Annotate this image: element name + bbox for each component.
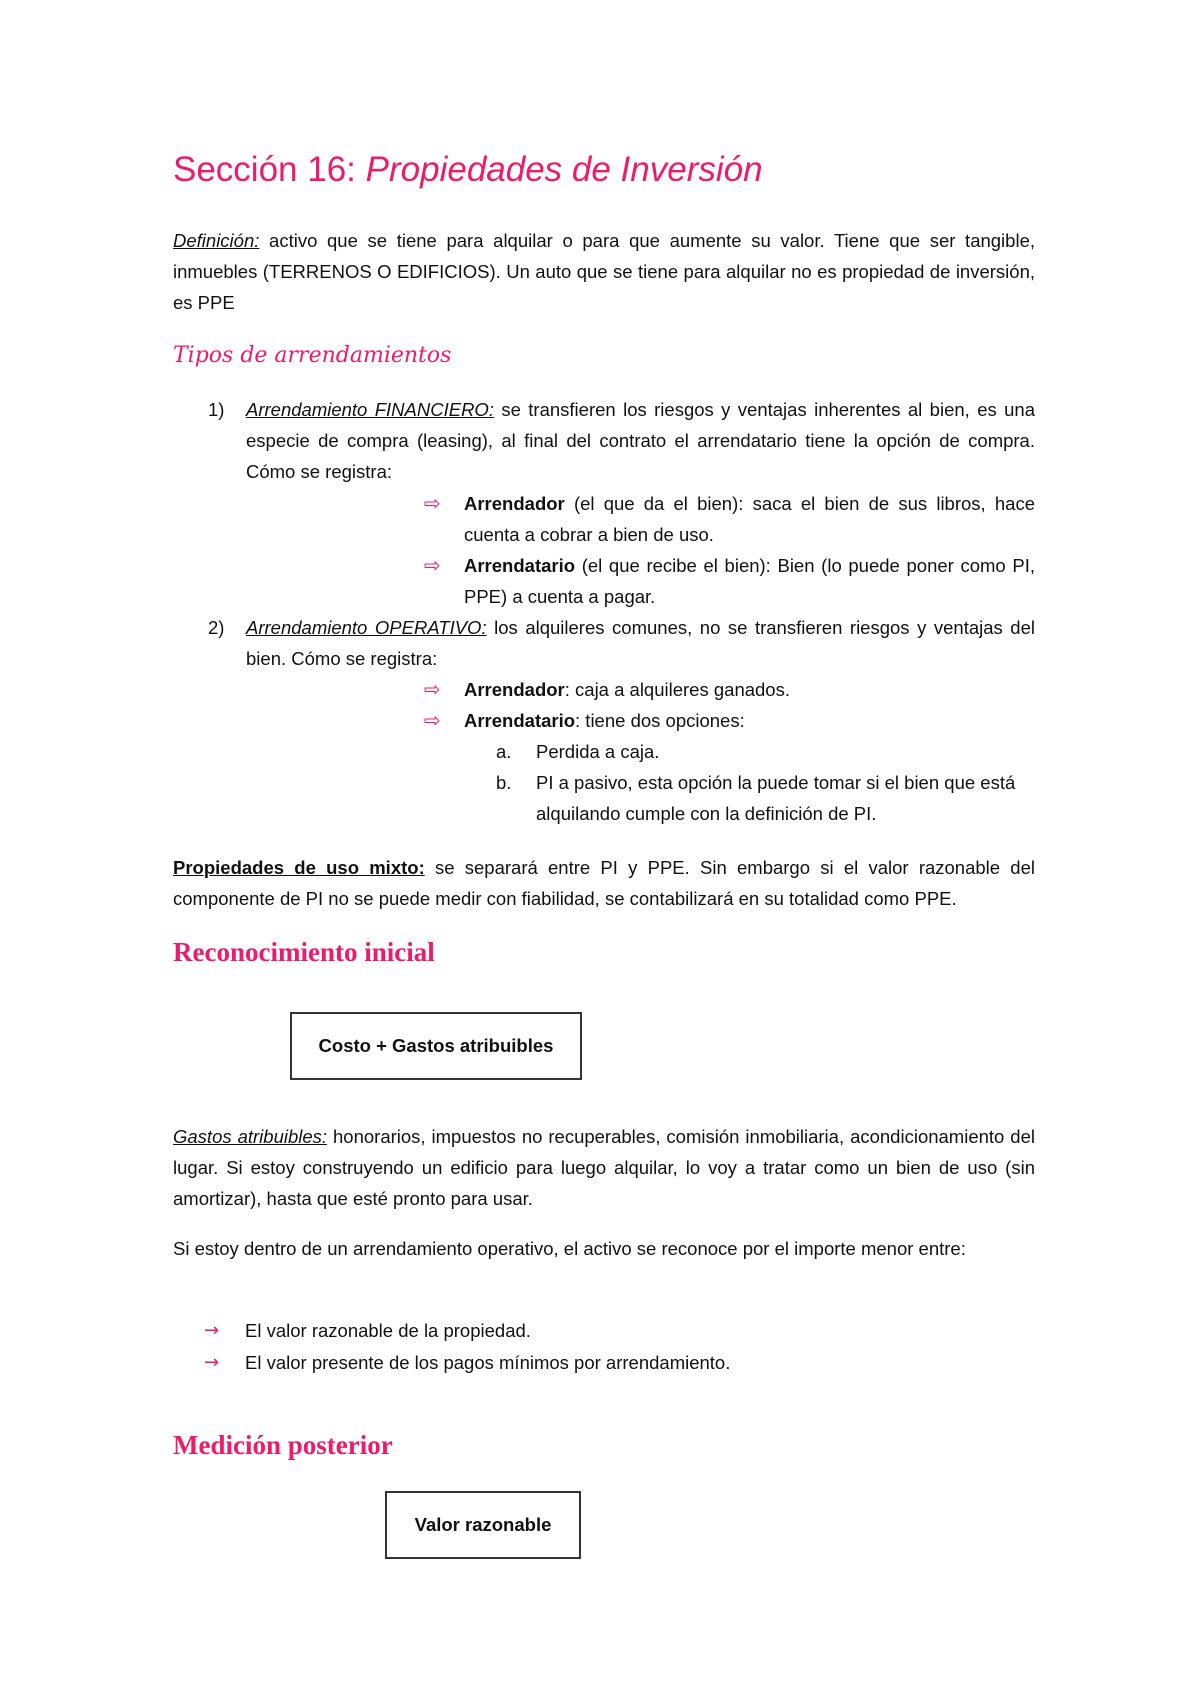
sub-item-text: (el que da el bien): saca el bien de sus libros, hace cuenta a cobrar a bien de uso. <box>464 493 1035 545</box>
list-item <box>246 394 1035 487</box>
definition-label: Definición: <box>173 230 260 251</box>
option-text: Perdida a caja. <box>536 741 660 762</box>
sub-item-text: : caja a alquileres ganados. <box>564 679 790 700</box>
sub-item <box>424 705 1035 736</box>
thin-arrow-icon: → <box>204 1352 220 1373</box>
bullet-text: El valor razonable de la propiedad. <box>245 1320 531 1341</box>
sub-item-text: (el que recibe el bien): Bien (lo puede poner como PI, PPE) a cuenta a pagar. <box>464 555 1035 607</box>
sub-item-label: Arrendador <box>464 679 565 700</box>
sub-item <box>424 674 1035 705</box>
hollow-arrow-icon: ⇨ <box>424 677 441 701</box>
sub-item-label: Arrendatario <box>464 710 576 731</box>
operative-paragraph: Si estoy dentro de un arrendamiento operativo, el activo se reconoce por el importe menor entre: <box>173 1238 966 1259</box>
list-item-text: los alquileres comunes, no se transfieren riesgos y ventajas del bien. Cómo se registra: <box>246 617 1035 669</box>
leases-heading: Tipos de arrendamientos <box>173 343 452 368</box>
option-label: a. <box>496 741 512 762</box>
hollow-arrow-icon: ⇨ <box>424 553 441 577</box>
sub-item-label: Arrendador <box>464 493 565 514</box>
list-item-label: Arrendamiento OPERATIVO: <box>246 617 487 638</box>
mixed-use-text: se separará entre PI y PPE. Sin embargo si el valor razonable del componente de PI no se puede medir con fiabilidad, se contabilizará en su totalidad como PPE. <box>173 857 1035 909</box>
initial-formula-box: Costo + Gastos atribuibles <box>290 1012 582 1080</box>
list-item <box>246 612 1035 674</box>
sub-item-label: Arrendatario <box>464 555 576 576</box>
option-label: b. <box>496 772 512 793</box>
page-title <box>173 150 763 190</box>
attributable-paragraph <box>173 1121 1035 1214</box>
initial-heading: Reconocimiento inicial <box>173 937 435 967</box>
thin-arrow-icon: → <box>204 1320 220 1341</box>
mixed-use-paragraph <box>173 852 1035 914</box>
attributable-text: honorarios, impuestos no recuperables, comisión inmobiliaria, acondicionamiento del lugar. Si estoy construyendo un edificio para luego alquilar, lo voy a tratar como un bien de uso (sin amortizar), hasta que esté pronto para usar. <box>173 1126 1035 1209</box>
bullet-text: El valor presente de los pagos mínimos por arrendamiento. <box>245 1352 731 1373</box>
mixed-use-label: Propiedades de uso mixto: <box>173 857 425 878</box>
definition-paragraph <box>173 225 1035 318</box>
definition-text: activo que se tiene para alquilar o para que aumente su valor. Tiene que ser tangible, inmuebles (TERRENOS O EDIFICIOS). Un auto que se tiene para alquilar no es propiedad de inversión, es PPE <box>173 230 1035 313</box>
list-number: 2) <box>208 617 225 638</box>
sub-item <box>424 550 1035 612</box>
section-number: Sección 16: <box>173 150 356 189</box>
subsequent-heading: Medición posterior <box>173 1430 393 1460</box>
sub-item <box>424 488 1035 550</box>
list-item-text: se transfieren los riesgos y ventajas inherentes al bien, es una especie de compra (leasing), al final del contrato el arrendatario tiene la opción de compra. Cómo se registra: <box>246 399 1035 482</box>
subsequent-box: Valor razonable <box>385 1491 581 1559</box>
sub-item-text: : tiene dos opciones: <box>575 710 745 731</box>
hollow-arrow-icon: ⇨ <box>424 708 441 732</box>
option-text: PI a pasivo, esta opción la puede tomar si el bien que está alquilando cumple con la definición de PI. <box>536 772 1016 824</box>
section-subtitle: Propiedades de Inversión <box>365 150 763 189</box>
list-number: 1) <box>208 399 225 420</box>
list-item-label: Arrendamiento FINANCIERO: <box>246 399 494 420</box>
attributable-label: Gastos atribuibles: <box>173 1126 328 1147</box>
hollow-arrow-icon: ⇨ <box>424 491 441 515</box>
